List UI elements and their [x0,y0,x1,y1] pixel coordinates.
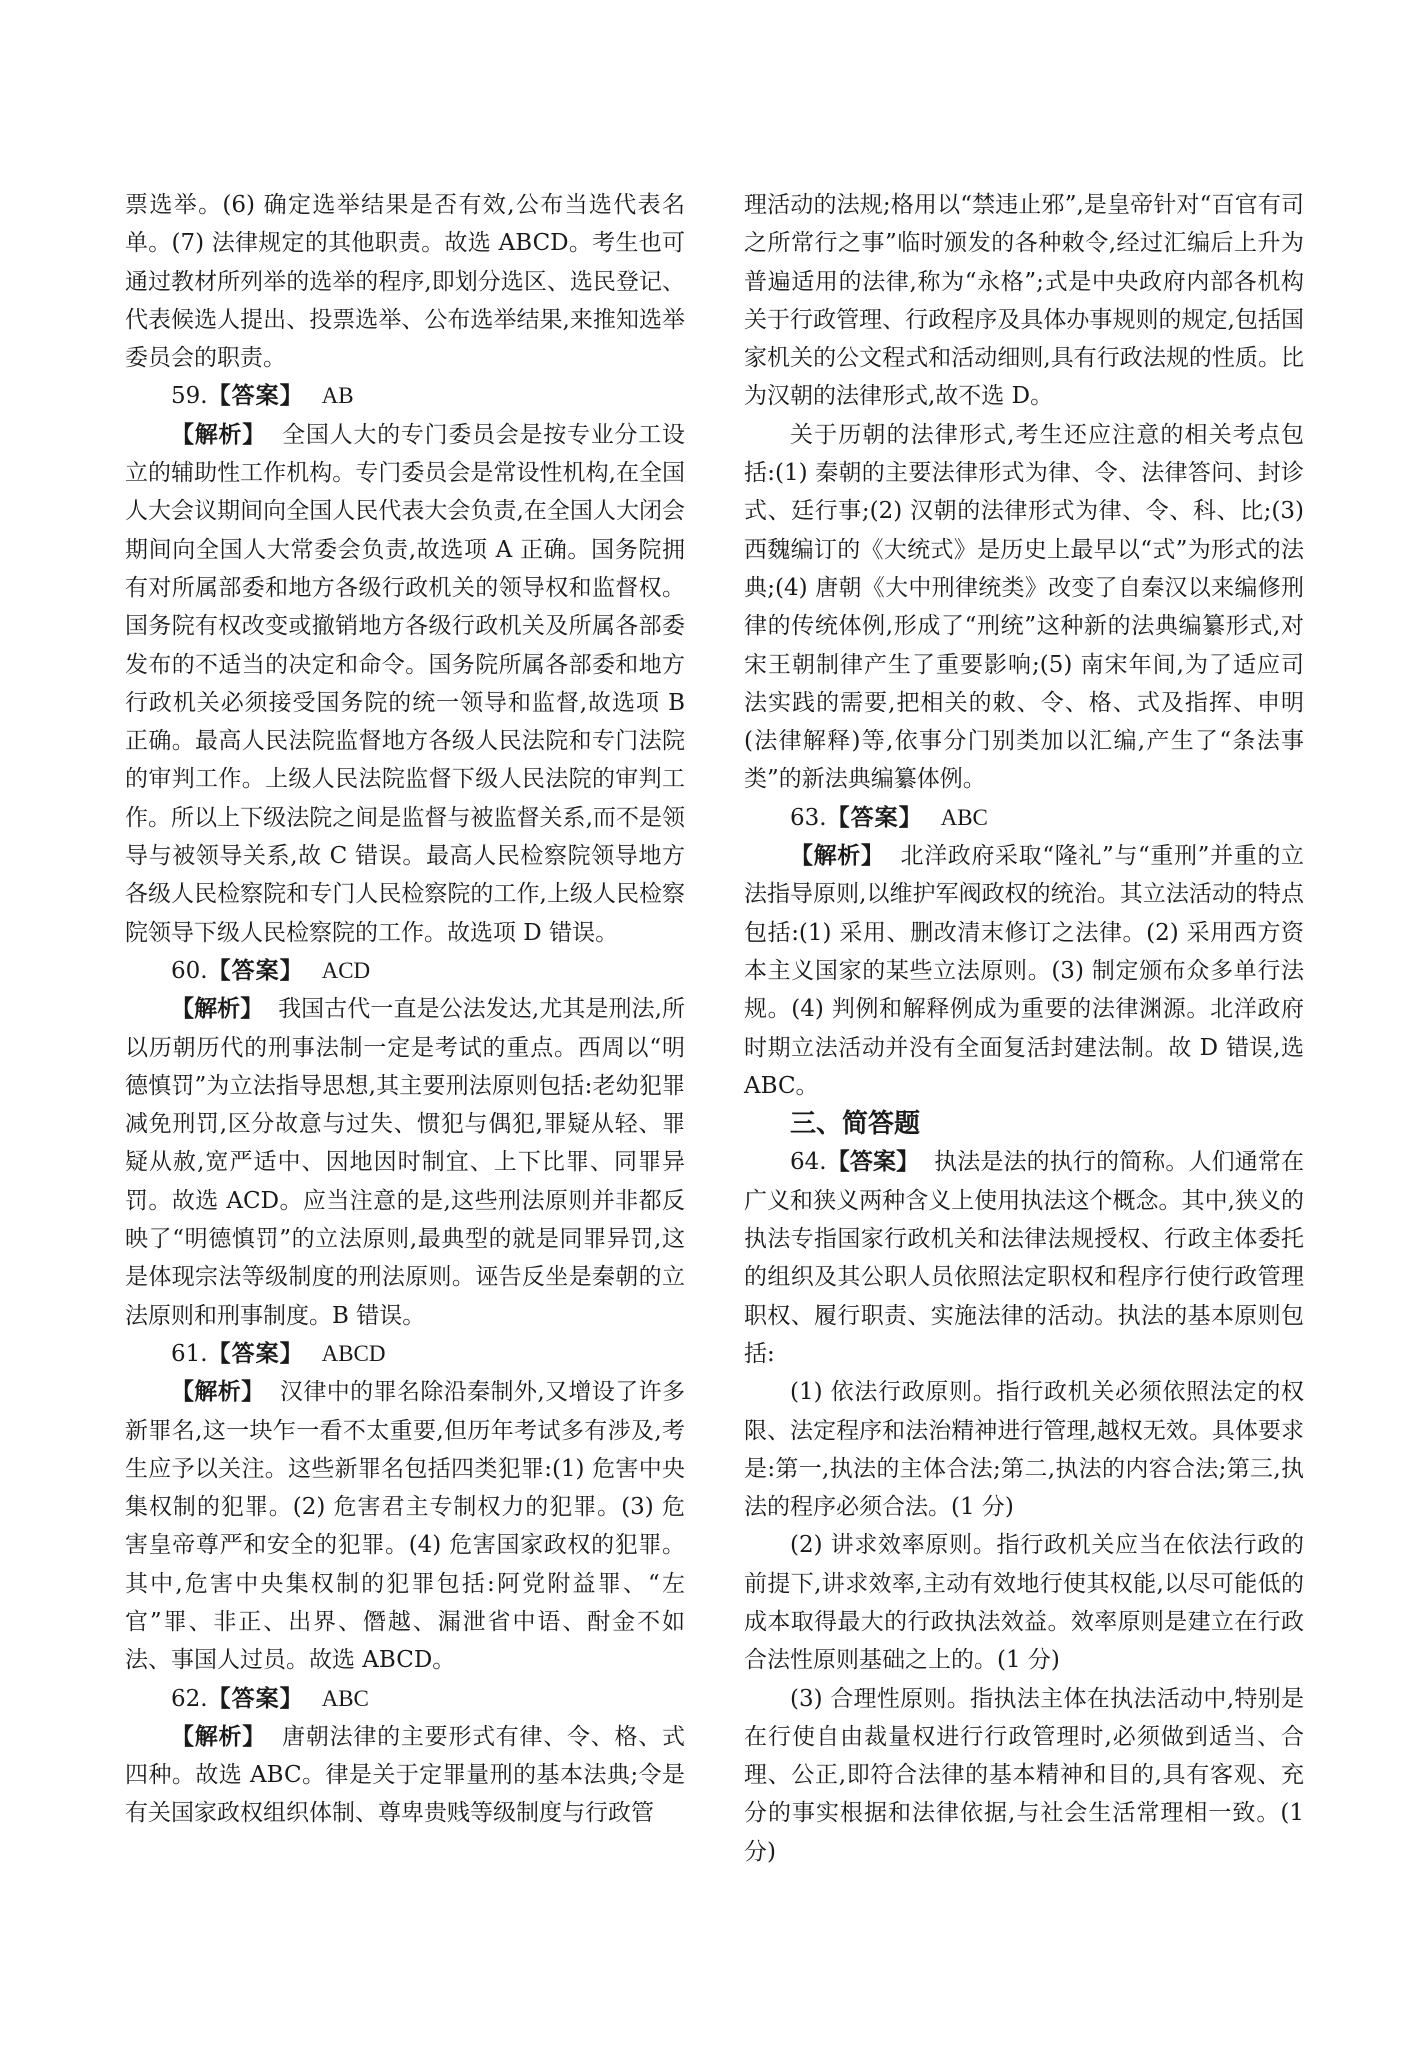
answer-59-heading: 59.【答案】 AB [171,383,354,410]
principle-2: (2) 讲求效率原则。指行政机关应当在依法行政的前提下,讲求效率,主动有效地行使其权能,以尽可能低的成本取得最大的行政执法效益。效率原则是建立在行政合法性原则基础之上的。(1 分) [744,1532,1304,1674]
left-column [125,186,685,1833]
paragraph: 理活动的法规;格用以“禁违止邪”,是皇帝针对“百官有司之所常行之事”临时颁发的各种敕令,经过汇编后上升为普遍适用的法律,称为“永格”;式是中央政府内部各机构关于行政管理、行政程序及具体办事规则的规定,包括国家机关的公文程式和活动细则,具有行政法规的性质。比为汉朝的法律形式,故不选 D。 [744,192,1304,410]
paragraph: 关于历朝的法律形式,考生还应注意的相关考点包括:(1) 秦朝的主要法律形式为律、令、法律答问、封诊式、廷行事;(2) 汉朝的法律形式为律、令、科、比;(3) 西魏编订的《大统式》是历史上最早以“式”为形式的法典;(4) 唐朝《大中刑律统类》改变了自秦汉以来编修刑律的传统体例,形成了“刑统”这种新的法典编纂形式,对宋王朝制律产生了重要影响;(5) 南宋年间,为了适应司法实践的需要,把相关的敕、令、格、式及指挥、申明(法律解释)等,依事分门别类加以汇编,产生了“条法事类”的新法典编纂体例。 [744,421,1304,793]
analysis-62: 【解析】 唐朝法律的主要形式有律、令、格、式四种。故选 ABC。律是关于定罪量刑的基本法典;令是有关国家政权组织体制、尊卑贵贱等级制度与行政管 [125,1723,686,1827]
answer-62-heading: 62.【答案】 ABC [171,1685,369,1712]
analysis-63: 【解析】 北洋政府采取“隆礼”与“重刑”并重的立法指导原则,以维护军阀政权的统治。其立法活动的特点包括:(1) 采用、删改清末修订之法律。(2) 采用西方资本主义国家的某些立法原则。(3) 制定颁布众多单行法规。(4) 判例和解释例成为重要的法律渊源。北洋政府时期立法活动并没有全面复活封建法制。故 D 错误,选 ABC。 [744,843,1304,1099]
answer-61-heading: 61.【答案】 ABCD [171,1340,386,1367]
principle-1: (1) 依法行政原则。指行政机关必须依照法定的权限、法定程序和法治精神进行管理,越权无效。具体要求是:第一,执法的主体合法;第二,执法的内容合法;第三,执法的程序必须合法。(1 分) [744,1379,1304,1521]
analysis-60: 【解析】 我国古代一直是公法发达,尤其是刑法,所以历朝历代的刑事法制一定是考试的重点。西周以“明德慎罚”为立法指导思想,其主要刑法原则包括:老幼犯罪减免刑罚,区分故意与过失、惯犯与偶犯,罪疑从轻、罪疑从赦,宽严适中、因地因时制宜、上下比罪、同罪异罚。故选 ACD。应当注意的是,这些刑法原则并非都反映了“明德慎罚”的立法原则,最典型的就是同罪异罚,这是体现宗法等级制度的刑法原则。诬告反坐是秦朝的立法原则和刑事制度。B 错误。 [125,996,686,1329]
section-heading: 三、简答题 [790,1109,921,1140]
analysis-59: 【解析】 全国人大的专门委员会是按专业分工设立的辅助性工作机构。专门委员会是常设性机构,在全国人大会议期间向全国人民代表大会负责,在全国人大闭会期间向全国人大常委会负责,故选项 A 正确。国务院拥有对所属部委和地方各级行政机关的领导权和监督权。国务院有权改变或撤销地方各级行政机关及所属各部委发布的不适当的决定和命令。国务院所属各部委和地方行政机关必须接受国务院的统一领导和监督,故选项 B 正确。最高人民法院监督地方各级人民法院和专门法院的审判工作。上级人民法院监督下级人民法院的审判工作。所以上下级法院之间是监督与被监督关系,而不是领导与被领导关系,故 C 错误。最高人民检察院领导地方各级人民检察院和专门人民检察院的工作,上级人民检察院领导下级人民检察院的工作。故选项 D 错误。 [125,421,686,946]
answer-60-heading: 60.【答案】 ACD [171,957,371,984]
answer-63-heading: 63.【答案】 ABC [790,804,988,831]
right-column [744,186,1304,1871]
analysis-61: 【解析】 汉律中的罪名除沿秦制外,又增设了许多新罪名,这一块乍一看不太重要,但历年考试多有涉及,考生应予以关注。这些新罪名包括四类犯罪:(1) 危害中央集权制的犯罪。(2) 危害君主专制权力的犯罪。(3) 危害皇帝尊严和安全的犯罪。(4) 危害国家政权的犯罪。其中,危害中央集权制的犯罪包括:阿党附益罪、“左官”罪、非正、出界、僭越、漏泄省中语、酎金不如法、事国人过员。故选 ABCD。 [125,1379,686,1674]
principle-3: (3) 合理性原则。指执法主体在执法活动中,特别是在行使自由裁量权进行行政管理时,必须做到适当、合理、公正,即符合法律的基本精神和目的,具有客观、充分的事实根据和法律依据,与社会生活常理相一致。(1 分) [744,1685,1304,1865]
paragraph: 票选举。(6) 确定选举结果是否有效,公布当选代表名单。(7) 法律规定的其他职责。故选 ABCD。考生也可通过教材所列举的选举的程序,即划分选区、选民登记、代表候选人提出、投票选举、公布选举结果,来推知选举委员会的职责。 [125,192,685,372]
answer-64: 64.【答案】 执法是法的执行的简称。人们通常在广义和狭义两种含义上使用执法这个概念。其中,狭义的执法专指国家行政机关和法律法规授权、行政主体委托的组织及其公职人员依照法定职权和程序行使行政管理职权、履行职责、实施法律的活动。执法的基本原则包括: [744,1149,1305,1367]
